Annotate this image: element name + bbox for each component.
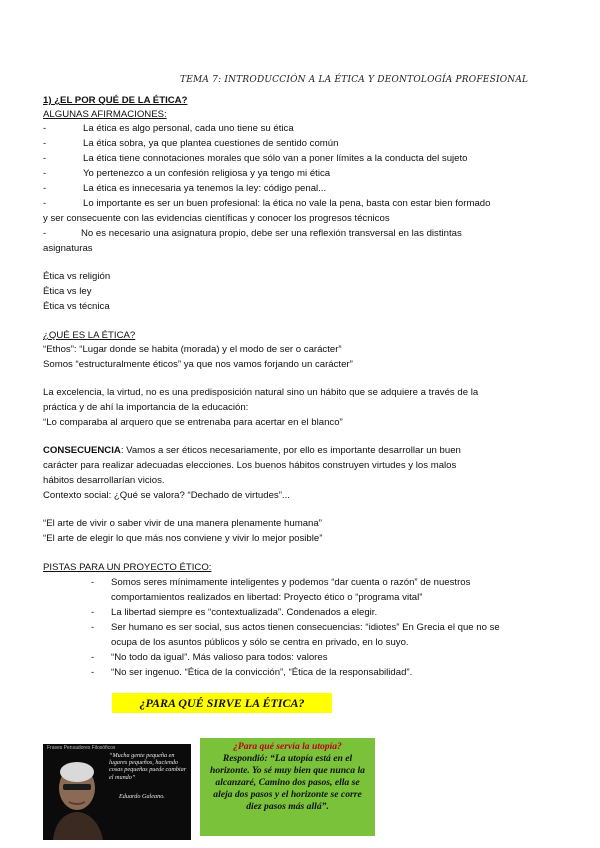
- consecuencia-label: CONSECUENCIA: [43, 445, 121, 456]
- paragraph-line: “Ethos”: “Lugar donde se habita (morada) y el modo de ser o carácter”: [43, 344, 342, 355]
- page-title: TEMA 7: INTRODUCCIÓN A LA ÉTICA Y DEONTOLOGÍA PROFESIONAL: [180, 75, 529, 85]
- list-item: - “No ser ingenuo. “Ética de la convicción”, “Ética de la responsabilidad”.: [91, 667, 413, 678]
- portrait-icon: [47, 758, 107, 840]
- section-heading: PISTAS PARA UN PROYECTO ÉTICO:: [43, 562, 212, 573]
- section-ethical-project: [43, 561, 553, 679]
- paragraph-line: “Lo comparaba al arquero que se entrenaba para acertar en el blanco”: [43, 417, 343, 428]
- paragraph-line: La excelencia, la virtud, no es una predisposición natural sino un hábito que se adquiere a través de la: [43, 387, 479, 398]
- list-item: - Ser humano es ser social, sus actos tienen consecuencias: “idiotes” En Grecia el que no se: [91, 622, 500, 633]
- paragraph-line: hábitos desarrollarían vicios.: [43, 475, 165, 486]
- list-item: - La ética es innecesaria ya tenemos la ley: código penal...: [43, 183, 327, 194]
- list-item: - “No todo da igual”. Más valioso para todos: valores: [91, 652, 328, 663]
- list-item-continuation: y ser consecuente con las evidencias científicas y conocer los progresos técnicos: [43, 213, 390, 224]
- image-quote: “Mucha gente pequeña en lugares pequeños, haciendo cosas pequeñas puede cambiar el mundo”: [109, 752, 187, 781]
- utopia-question: ¿Para qué servía la utopía?: [233, 741, 342, 752]
- comparison-item: Ética vs ley: [43, 286, 92, 297]
- comparison-item: Ética vs religión: [43, 271, 111, 282]
- list-item: - No es necesario una asignatura propio, debe ser una reflexión transversal en las distintas: [43, 228, 462, 239]
- image-header: Frases Pensadores Filosóficos: [47, 745, 116, 751]
- utopia-answer: Respondió: “La utopía está en el horizonte. Yo sé muy bien que nunca la alcanzaré, Camino dos pasos, ella se aleja dos pasos y el horizonte se corre diez pasos más allá”.: [210, 753, 365, 812]
- quote-line: “El arte de elegir lo que más nos conviene y vivir lo mejor posible”: [43, 533, 323, 544]
- list-item-continuation: ocupa de los asuntos públicos y sólo se centra en privado, en lo suyo.: [111, 637, 409, 648]
- paragraph-line: carácter para realizar adecuadas elecciones. Los buenos hábitos construyen virtudes y los malos: [43, 460, 457, 471]
- list-item: - Somos seres mínimamente inteligentes y podemos “dar cuenta o razón” de nuestros: [91, 577, 471, 588]
- highlight-banner: ¿PARA QUÉ SIRVE LA ÉTICA?: [112, 693, 332, 713]
- subheading: ALGUNAS AFIRMACIONES:: [43, 109, 167, 120]
- utopia-box: [200, 738, 375, 836]
- list-item-continuation: comportamientos realizados en libertad: Proyecto ético o “programa vital”: [111, 592, 423, 603]
- list-item: - La ética es algo personal, cada uno tiene su ética: [43, 123, 294, 134]
- section-heading: ¿QUÉ ES LA ÉTICA?: [43, 330, 136, 341]
- paragraph-line: Somos “estructuralmente éticos” ya que nos vamos forjando un carácter”: [43, 359, 353, 370]
- list-item: - La ética tiene connotaciones morales que sólo van a poner límites a la conducta del sujeto: [43, 153, 468, 164]
- section-heading: 1) ¿EL POR QUÉ DE LA ÉTICA?: [43, 95, 188, 106]
- list-item: - La ética sobra, ya que plantea cuestiones de sentido común: [43, 138, 339, 149]
- section-why-ethics: [43, 94, 553, 313]
- paragraph-line: práctica y de ahí la importancia de la educación:: [43, 402, 249, 413]
- paragraph-line: Contexto social: ¿Qué se valora? “Dechado de virtudes”...: [43, 490, 290, 501]
- paragraph-line: CONSECUENCIA: Vamos a ser éticos necesariamente, por ello es importante desarrollar un buen: [43, 445, 461, 456]
- section-what-is-ethics: [43, 329, 553, 545]
- list-item: - Lo importante es ser un buen profesional: la ética no vale la pena, basta con estar bien formado: [43, 198, 491, 209]
- image-author: Eduardo Galeano.: [119, 793, 165, 800]
- quote-line: “El arte de vivir o saber vivir de una manera plenamente humana”: [43, 518, 322, 529]
- comparison-item: Ética vs técnica: [43, 301, 110, 312]
- list-item-continuation: asignaturas: [43, 243, 93, 254]
- list-item: - La libertad siempre es “contextualizada”. Condenados a elegir.: [91, 607, 378, 618]
- galeano-quote-image: [43, 744, 191, 840]
- list-item: - Yo pertenezco a un confesión religiosa y ya tengo mi ética: [43, 168, 331, 179]
